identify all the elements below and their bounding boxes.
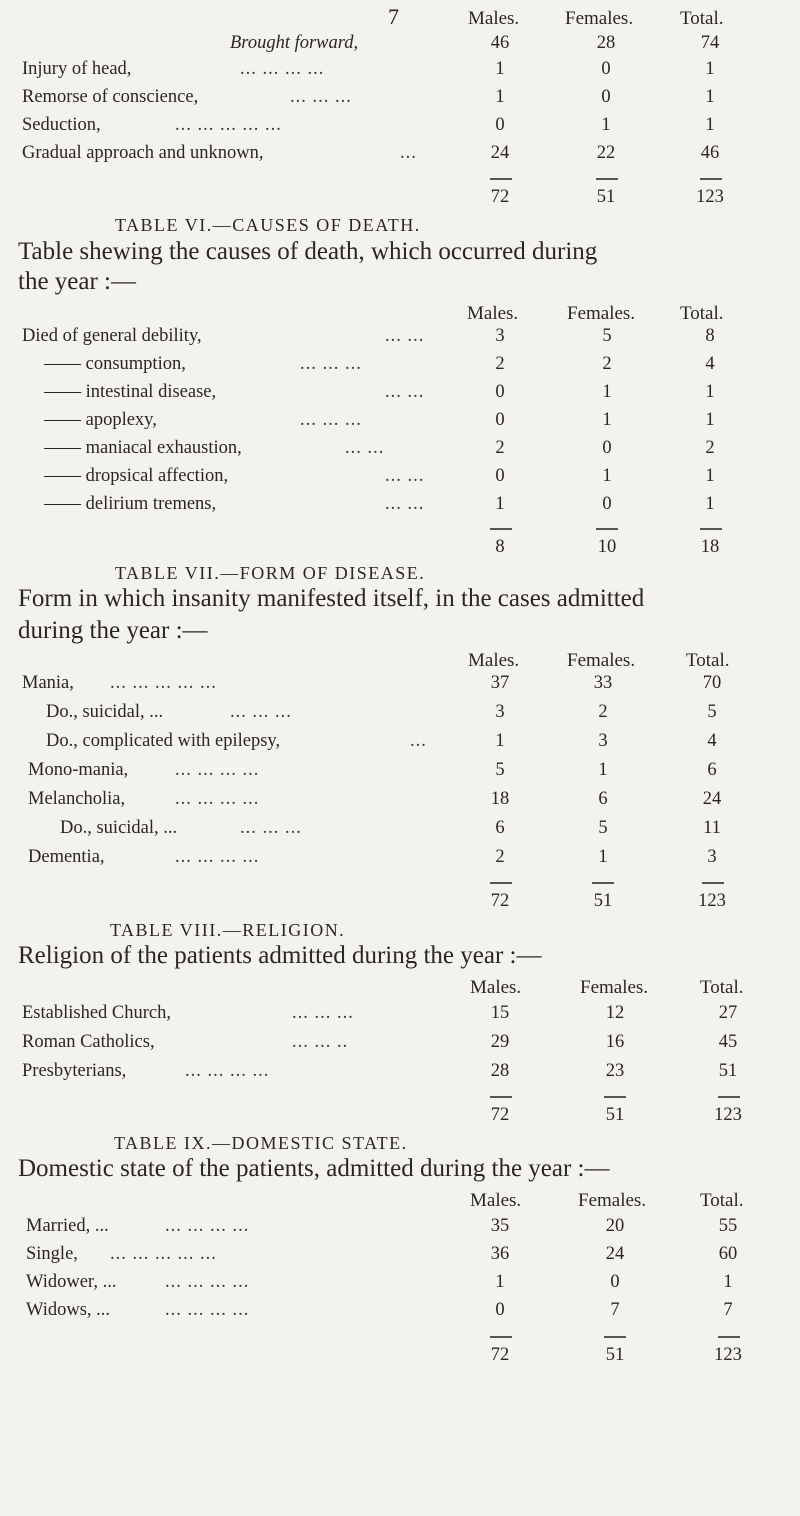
leader-dots: ... ... (385, 494, 425, 514)
table-heading: Domestic state of the patients, admitted during the year :— (18, 1155, 610, 1182)
row-label: —— dropsical affection, (44, 466, 229, 486)
header-females: Females. (567, 303, 636, 324)
cell-females: 33 (593, 673, 613, 693)
cell-females: 0 (601, 59, 611, 79)
row-label: Married, ... (26, 1216, 109, 1236)
cell-total: 11 (703, 818, 721, 838)
sum-rule (490, 528, 512, 530)
cell-females: 1 (602, 466, 612, 486)
leader-dots: ... ... ... ... (165, 1300, 250, 1320)
cell-total: 4 (707, 731, 717, 751)
total-total: 18 (700, 537, 720, 557)
header-females: Females. (567, 650, 636, 671)
cell-females: 1 (598, 847, 608, 867)
sum-rule (718, 1336, 740, 1338)
leader-dots: ... (410, 731, 427, 751)
table-title: TABLE VI.—CAUSES OF DEATH. (115, 215, 421, 235)
row-label: —— apoplexy, (44, 410, 157, 430)
cell-females: 2 (602, 354, 612, 374)
total-total: 123 (698, 891, 726, 911)
leader-dots: ... ... ... ... (185, 1061, 270, 1081)
row-label: —— consumption, (44, 354, 186, 374)
leader-dots: ... ... ... (230, 702, 292, 722)
cell-males: 24 (490, 143, 510, 163)
total-females: 51 (605, 1345, 625, 1365)
cell-males: 0 (495, 466, 505, 486)
leader-dots: ... ... ... ... (165, 1272, 250, 1292)
leader-dots: ... ... ... ... ... (110, 1244, 217, 1264)
cell-total: 2 (705, 438, 715, 458)
sum-rule (700, 178, 722, 180)
cell-females: 2 (598, 702, 608, 722)
cell-males: 1 (495, 87, 505, 107)
cell-males: 6 (495, 818, 505, 838)
cell-females: 1 (598, 760, 608, 780)
cell-total: 1 (723, 1272, 733, 1292)
total-females: 10 (597, 537, 617, 557)
cell-females: 16 (605, 1032, 625, 1052)
leader-dots: ... ... ... ... ... (175, 115, 282, 135)
cell-females: 5 (602, 326, 612, 346)
cell-males: 46 (490, 33, 510, 53)
cell-males: 1 (495, 59, 505, 79)
cell-females: 6 (598, 789, 608, 809)
row-label: Presbyterians, (22, 1061, 127, 1081)
cell-females: 0 (602, 494, 612, 514)
row-label: Mono-mania, (28, 760, 129, 780)
row-label: Seduction, (22, 115, 101, 135)
header-total: Total. (700, 1190, 744, 1211)
cell-males: 0 (495, 115, 505, 135)
total-males: 72 (490, 891, 510, 911)
row-label: —— maniacal exhaustion, (44, 438, 242, 458)
header-females: Females. (578, 1190, 647, 1211)
header-females: Females. (565, 8, 634, 29)
leader-dots: ... ... ... (300, 410, 362, 430)
leader-dots: ... (400, 143, 417, 163)
cell-total: 1 (705, 382, 715, 402)
total-males: 72 (490, 1105, 510, 1125)
total-females: 51 (596, 187, 616, 207)
leader-dots: ... ... ... (292, 1003, 354, 1023)
row-label: —— intestinal disease, (44, 382, 217, 402)
table-heading-cont: the year :— (18, 268, 137, 295)
row-label: Remorse of conscience, (22, 87, 199, 107)
row-label: Do., suicidal, ... (60, 818, 178, 838)
table-heading-cont: during the year :— (18, 617, 208, 644)
header-total: Total. (700, 977, 744, 998)
header-females: Females. (580, 977, 649, 998)
leader-dots: ... ... ... ... (175, 789, 260, 809)
sum-rule (596, 528, 618, 530)
row-label: Gradual approach and unknown, (22, 143, 264, 163)
sum-rule (490, 882, 512, 884)
cell-females: 0 (602, 438, 612, 458)
header-total: Total. (686, 650, 730, 671)
header-males: Males. (468, 8, 520, 29)
sum-rule (604, 1336, 626, 1338)
cell-total: 24 (702, 789, 722, 809)
cell-females: 28 (596, 33, 616, 53)
cell-females: 20 (605, 1216, 625, 1236)
cell-males: 1 (495, 731, 505, 751)
sum-rule (604, 1096, 626, 1098)
leader-dots: ... ... ... (290, 87, 352, 107)
leader-dots: ... ... ... (240, 818, 302, 838)
row-label: Do., complicated with epilepsy, (46, 731, 281, 751)
row-label: Do., suicidal, ... (46, 702, 164, 722)
cell-males: 0 (495, 382, 505, 402)
leader-dots: ... ... (385, 382, 425, 402)
cell-total: 70 (702, 673, 722, 693)
table-title: TABLE VIII.—RELIGION. (110, 920, 346, 940)
row-label: Roman Catholics, (22, 1032, 155, 1052)
cell-males: 36 (490, 1244, 510, 1264)
sum-rule (718, 1096, 740, 1098)
cell-females: 0 (610, 1272, 620, 1292)
cell-total: 27 (718, 1003, 738, 1023)
brought-forward-label: Brought forward, (230, 33, 359, 53)
cell-males: 29 (490, 1032, 510, 1052)
row-label: Melancholia, (28, 789, 126, 809)
cell-total: 1 (705, 410, 715, 430)
cell-females: 5 (598, 818, 608, 838)
header-males: Males. (470, 977, 522, 998)
leader-dots: ... ... ... ... ... (110, 673, 217, 693)
row-label: Single, (26, 1244, 78, 1264)
table-heading: Religion of the patients admitted during the year :— (18, 942, 542, 969)
cell-total: 1 (705, 494, 715, 514)
row-label: —— delirium tremens, (44, 494, 217, 514)
cell-males: 0 (495, 410, 505, 430)
total-males: 72 (490, 1345, 510, 1365)
leader-dots: ... ... ... ... (175, 847, 260, 867)
row-label: Widows, ... (26, 1300, 111, 1320)
sum-rule (596, 178, 618, 180)
sum-rule (490, 1096, 512, 1098)
leader-dots: ... ... ... ... (165, 1216, 250, 1236)
sum-rule (592, 882, 614, 884)
header-total: Total. (680, 8, 724, 29)
cell-females: 12 (605, 1003, 625, 1023)
total-males: 72 (490, 187, 510, 207)
cell-females: 24 (605, 1244, 625, 1264)
cell-females: 23 (605, 1061, 625, 1081)
cell-total: 46 (700, 143, 720, 163)
leader-dots: ... ... (385, 466, 425, 486)
cell-total: 6 (707, 760, 717, 780)
cell-males: 2 (495, 438, 505, 458)
cell-males: 37 (490, 673, 510, 693)
cell-males: 5 (495, 760, 505, 780)
cell-males: 0 (495, 1300, 505, 1320)
cell-total: 8 (705, 326, 715, 346)
table-title: TABLE VII.—FORM OF DISEASE. (115, 563, 426, 583)
cell-males: 28 (490, 1061, 510, 1081)
total-total: 123 (696, 187, 724, 207)
total-females: 51 (593, 891, 613, 911)
table-heading: Form in which insanity manifested itself, in the cases admitted (18, 585, 645, 612)
cell-total: 1 (705, 59, 715, 79)
cell-males: 2 (495, 847, 505, 867)
cell-total: 45 (718, 1032, 738, 1052)
cell-males: 35 (490, 1216, 510, 1236)
row-label: Died of general debility, (22, 326, 202, 346)
table-heading: Table shewing the causes of death, which occurred during (18, 238, 598, 265)
sum-rule (490, 178, 512, 180)
cell-females: 1 (602, 382, 612, 402)
leader-dots: ... ... (345, 438, 385, 458)
cell-total: 7 (723, 1300, 733, 1320)
page-number: 7 (388, 4, 399, 29)
header-total: Total. (680, 303, 724, 324)
row-label: Injury of head, (22, 59, 132, 79)
leader-dots: ... ... (385, 326, 425, 346)
leader-dots: ... ... ... ... (175, 760, 260, 780)
cell-females: 1 (601, 115, 611, 135)
sum-rule (490, 1336, 512, 1338)
total-total: 123 (714, 1345, 742, 1365)
row-label: Dementia, (28, 847, 105, 867)
row-label: Mania, (22, 673, 74, 693)
leader-dots: ... ... ... (300, 354, 362, 374)
header-males: Males. (468, 650, 520, 671)
cell-total: 74 (700, 33, 720, 53)
cell-total: 3 (707, 847, 717, 867)
cell-total: 4 (705, 354, 715, 374)
cell-total: 5 (707, 702, 717, 722)
table-title: TABLE IX.—DOMESTIC STATE. (114, 1133, 408, 1153)
total-females: 51 (605, 1105, 625, 1125)
cell-males: 18 (490, 789, 510, 809)
cell-males: 1 (495, 1272, 505, 1292)
cell-males: 2 (495, 354, 505, 374)
row-label: Established Church, (22, 1003, 172, 1023)
sum-rule (700, 528, 722, 530)
cell-females: 22 (596, 143, 616, 163)
total-males: 8 (495, 537, 505, 557)
cell-females: 7 (610, 1300, 620, 1320)
sum-rule (702, 882, 724, 884)
leader-dots: ... ... .. (292, 1032, 349, 1052)
cell-males: 15 (490, 1003, 510, 1023)
row-label: Widower, ... (26, 1272, 117, 1292)
cell-total: 51 (718, 1061, 738, 1081)
total-total: 123 (714, 1105, 742, 1125)
cell-total: 1 (705, 466, 715, 486)
cell-males: 1 (495, 494, 505, 514)
cell-males: 3 (495, 326, 505, 346)
header-males: Males. (467, 303, 519, 324)
cell-total: 1 (705, 115, 715, 135)
cell-total: 60 (718, 1244, 738, 1264)
leader-dots: ... ... ... ... (240, 59, 325, 79)
cell-females: 3 (598, 731, 608, 751)
cell-males: 3 (495, 702, 505, 722)
cell-females: 0 (601, 87, 611, 107)
header-males: Males. (470, 1190, 522, 1211)
cell-females: 1 (602, 410, 612, 430)
cell-total: 55 (718, 1216, 738, 1236)
cell-total: 1 (705, 87, 715, 107)
